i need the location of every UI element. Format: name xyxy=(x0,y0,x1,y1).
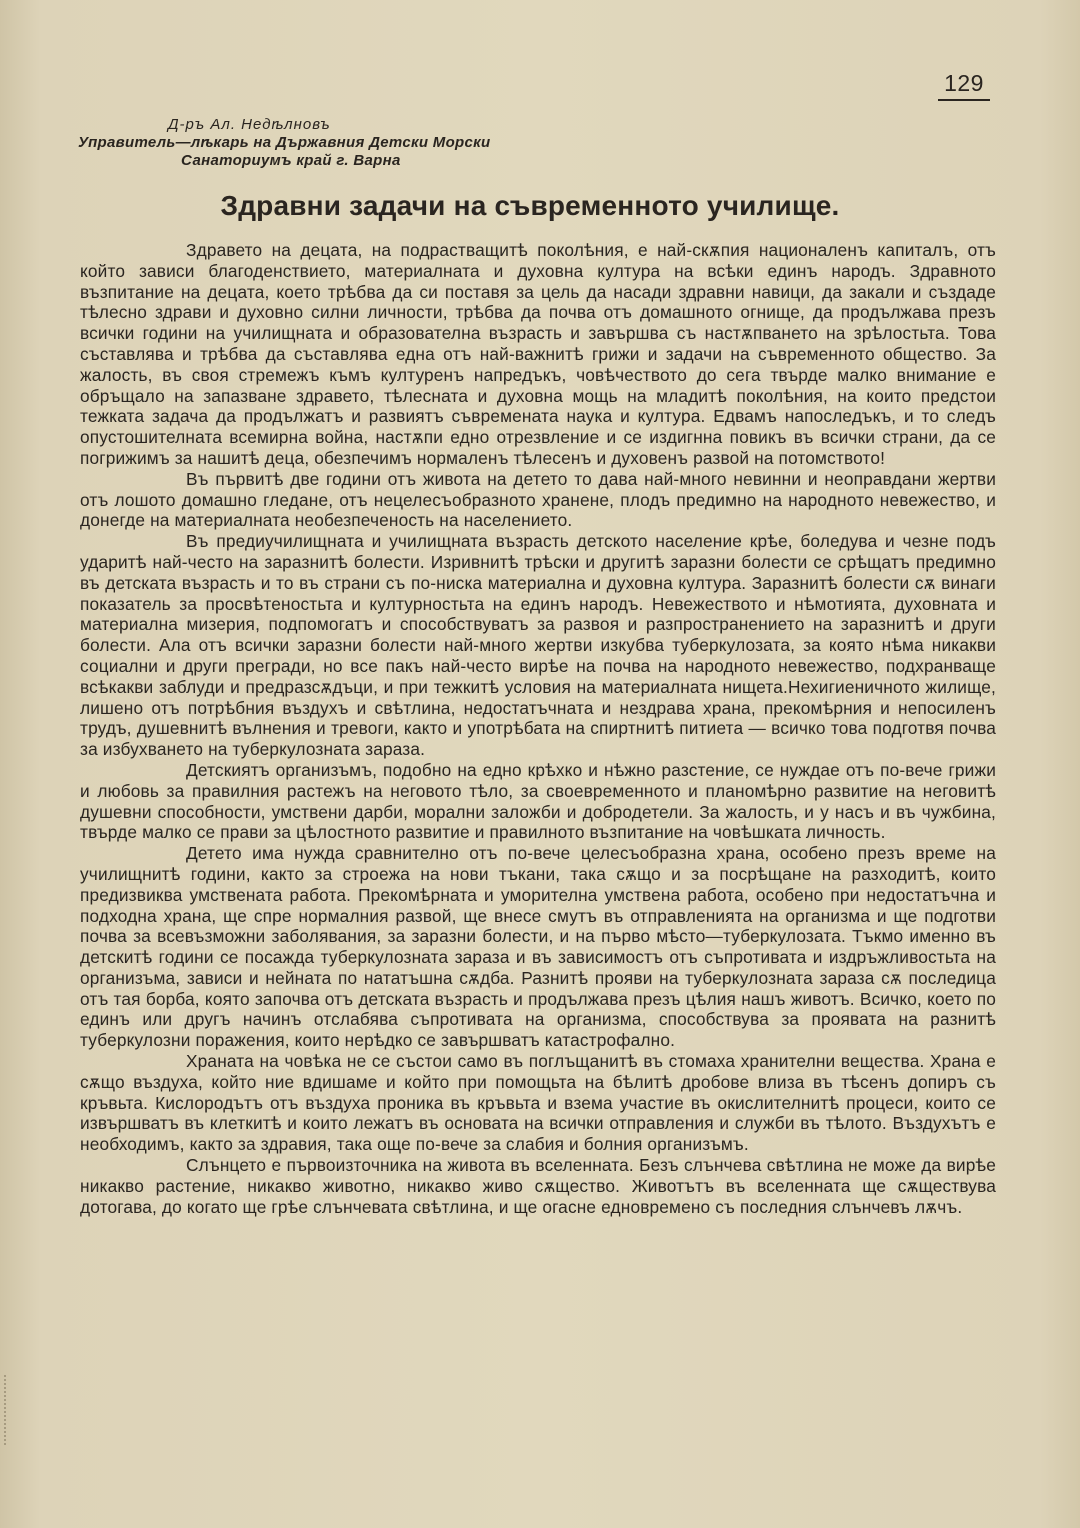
paragraph: Храната на човѣка не се състои само въ поглъщанитѣ въ стомаха хранителни вещества. Храна е сѫщо въздуха, който ние вдишаме и който при помощьта на бѣлитѣ дробове влиза въ тѣсенъ допиръ съ кръвьта. Кислородътъ отъ въздуха проника въ кръвьта и взема участие въ окислителнитѣ процеси, които се извършватъ въ клеткитѣ и които лежатъ въ основата на всички отправления и служби въ тѣлото. Въздухътъ е необходимъ, както за здравия, така още по-вече за слабия и болния организъмъ. xyxy=(80,1051,996,1155)
paragraph: Въ предиучилищната и училищната възрасть детското население крѣе, боледува и чезне подъ ударитѣ най-често на заразнитѣ болести. Изривнитѣ трѣски и другитѣ заразни болести се срѣщатъ предимно въ детската възрасть и то въ страни съ по-ниска материална и духовна култура. Заразнитѣ болести сѫ винаги показатель за просвѣтеностьта и културностьта на единъ народъ. Невежеството и нѣмотията, духовната и материална мизерия, подпомогатъ и способствуватъ за развоя и разпространението на заразнитѣ и други болести. Ала отъ всички заразни болести най-много жертви изкубва туберкулозата, за която нѣма никакви социални и други прегради, но все пакъ най-често вирѣе на почва на народното невежество, подхранваще всѣкакви заблуди и предразсѫдъци, и при тежкитѣ условия на материалната нищета.Нехигиеничното жилище, лишено отъ потрѣбния въздухъ и свѣтлина, недостатъчната и нездрава храна, прекомѣрния и непосиленъ трудъ, душевнитѣ вълнения и тревоги, както и употрѣбата на спиртнитѣ питиета — всичко това подготвя почва за избухването на туберкулозната зараза. xyxy=(80,531,996,760)
author-place: Санаториумъ край г. Варна xyxy=(181,152,401,169)
article-body xyxy=(80,240,996,1217)
paragraph: Здравето на децата, на подрастващитѣ поколѣния, е най-скѫпия националенъ капиталъ, отъ който зависи благоденствието, материалната и духовна култура на всѣки единъ народъ. Здравното възпитание на децата, което трѣбва да си поставя за цель да насади здравни навици, да закали и създаде тѣлесно здрави и духовно силни личности, трѣбва да почва отъ домашното огнище, да продължава презъ всички години на училищната и образователна възрасть и завършва съ настѫпването на зрѣлостьта. Това съставлява и трѣбва да съставлява една отъ най-важнитѣ грижи и задачи на съвременното общество. За жалость, въ своя стремежъ къмъ културенъ напредъкъ, човѣчеството до сега твърде малко внимание е обръщало на запазване здравето, тѣлесната и духовна мощь на младитѣ поколѣния, на които предстои тежката задача да продължатъ и развиятъ съвременатa наука и култура. Едвамъ напоследъкъ, и то следъ опустошителната всемирна война, настѫпи едно отрезвление и се издигнна повикъ въ всички страни, да се погрижимъ за нашитѣ деца, обезпечимъ нормаленъ тѣлесенъ и духовенъ развой на потомството! xyxy=(80,240,996,468)
paragraph: Въ първитѣ две години отъ живота на детето то дава най-много невинни и неоправдани жертви отъ лошото домашно гледане, отъ нецелесъобразното хранене, плодъ предимно на народното невежество, и донегде на материалната необезпеченость на населението. xyxy=(80,468,996,531)
binding-edge-mark xyxy=(4,1375,22,1445)
paragraph: Детето има нужда сравнително отъ по-вече целесъобразна храна, особено презъ време на училищнитѣ години, както за строежа на нови тъкани, така сѫщо и за посрѣщане на разходитѣ, които предизвиква умствената работа. Прекомѣрната и уморителна умствена работа, особено при недостатъчна и подходна храна, ще спре нормалния развой, ще внесе смутъ въ отправленията на организма и ще подготви почва за всевъзможни заболявания, за заразни болести, и на първо мѣсто—туберкулозата. Тъкмо именно въ детскитѣ години се посажда туберкулозната зараза и въ зависимостъ отъ съпротивата и издръжливостьта на организъма, зависи и нейната по нататъшна сѫдба. Разнитѣ прояви на туберкулозната зараза сѫ последица отъ тая борба, която започва отъ детската възрасть и продължава презъ цѣлия нашъ животъ. Всичко, което по единъ или другъ начинъ отслабява съпротивата на организма, способствува за проявата на разнитѣ туберкулозни поражения, които нерѣдко се завършватъ катастрофално. xyxy=(80,843,996,1051)
author-block xyxy=(78,116,491,170)
paragraph: Слънцето е първоизточника на живота въ вселенната. Безъ слънчева свѣтлина не може да вирѣе никакво растение, никакво животно, никакво живо сѫщество. Животътъ въ вселенната ще сѫществува дотогава, до когато ще грѣе слънчевата свѣтлина, и ще огасне едновремено съ последния слънчевъ лѫчъ. xyxy=(80,1155,996,1217)
author-role: Управитель—лѣкарь на Държавния Детски Морски xyxy=(78,134,491,151)
page-number: 129 xyxy=(938,70,990,101)
paragraph: Детскиятъ организъмъ, подобно на едно крѣхко и нѣжно разстение, се нуждае отъ по-вече грижи и любовь за правилния растежъ на неговото тѣло, за своевременното и планомѣрно развитие на неговитѣ душевни способности, умствени дарби, морални заложби и добродетели. За жалость, и у насъ и въ чужбина, твърде малко се прави за цѣлостното развитие и правилното възпитание на човѣшката личность. xyxy=(80,759,996,843)
article-title: Здравни задачи на съвременното училище. xyxy=(220,190,840,221)
author-name: Д-ръ Ал. Недѣлновъ xyxy=(168,116,331,133)
